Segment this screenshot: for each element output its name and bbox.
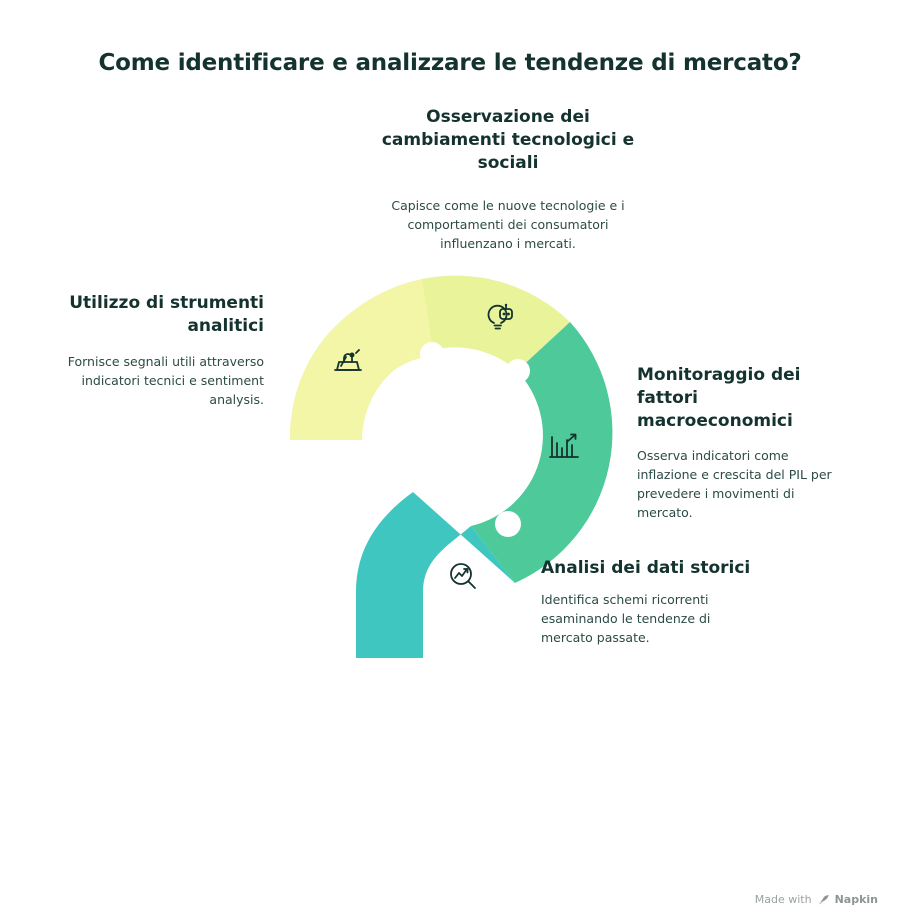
item-history	[541, 557, 757, 647]
item-tools-description: Fornisce segnali utili attraverso indicatori tecnici e sentiment analysis.	[67, 353, 264, 407]
puzzle-knob-top-left	[420, 342, 444, 366]
napkin-logo-icon	[817, 894, 830, 906]
item-tools-title: Utilizzo di strumenti analitici	[69, 293, 264, 336]
bar-chart-arrow-icon	[541, 424, 587, 470]
footer-made-with-label: Made with	[754, 893, 812, 906]
page-title: Come identificare e analizzare le tendenze di mercato?	[98, 50, 802, 76]
footer-attribution[interactable]	[755, 893, 878, 906]
puzzle-knob-bottom	[495, 511, 521, 537]
toolbox-icon	[325, 338, 371, 384]
segment-history-stem	[356, 492, 515, 658]
item-macro	[637, 364, 851, 522]
trend-line-magnifier-icon	[439, 553, 485, 599]
item-history-title: Analisi dei dati storici	[541, 558, 751, 578]
puzzle-knob-top-right	[506, 359, 530, 383]
item-tech	[370, 106, 646, 253]
item-tech-title: Osservazione dei cambiamenti tecnologici e sociali	[381, 107, 635, 173]
item-tech-description: Capisce come le nuove tecnologie e i comportamenti dei consumatori influenzano i mercati.	[391, 197, 625, 251]
lightbulb-robot-icon	[475, 294, 521, 340]
item-macro-title: Monitoraggio dei fattori macroeconomici	[637, 365, 801, 431]
item-tools	[40, 292, 264, 409]
footer-brand-label: Napkin	[834, 893, 878, 906]
item-macro-description: Osserva indicatori come inflazione e crescita del PIL per prevedere i movimenti di mercato.	[637, 447, 832, 520]
item-history-description: Identifica schemi ricorrenti esaminando le tendenze di mercato passate.	[541, 591, 711, 645]
